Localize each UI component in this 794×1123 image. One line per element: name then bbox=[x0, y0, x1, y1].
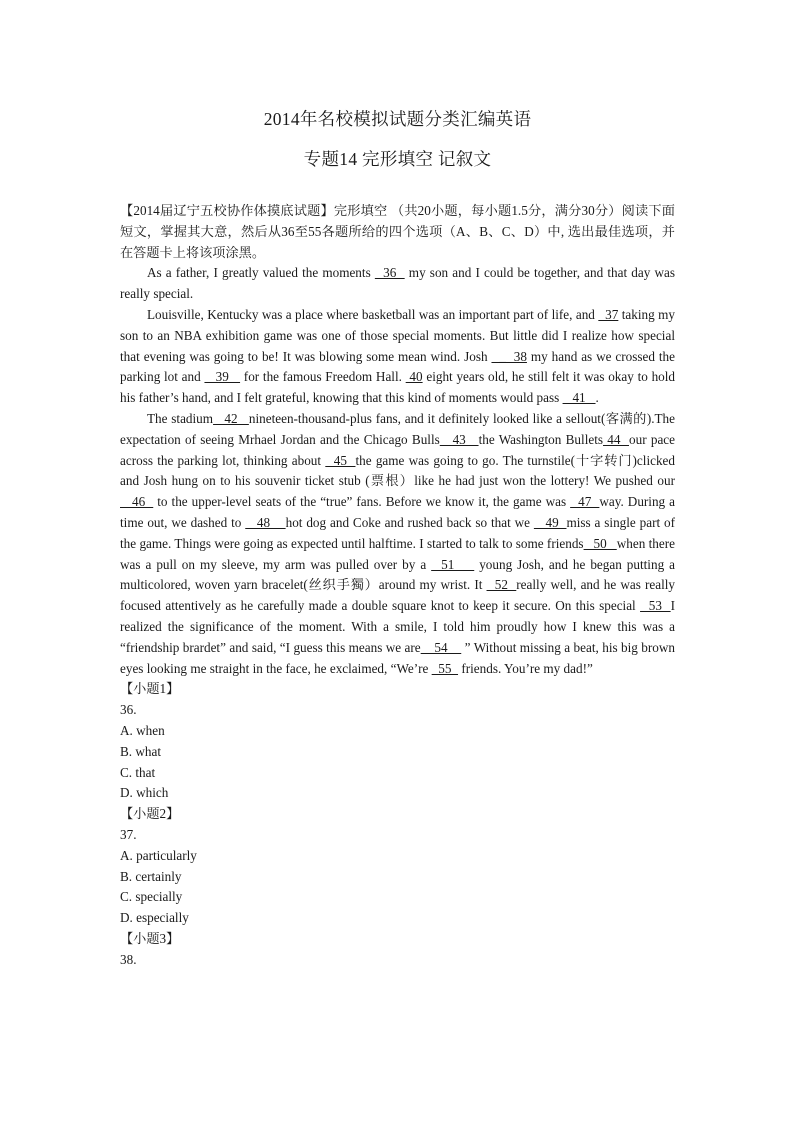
option-b: B. what bbox=[120, 743, 162, 759]
question-label: 【小题2】 bbox=[120, 806, 180, 822]
blank-36: 36 bbox=[374, 265, 405, 281]
option-b: B. certainly bbox=[120, 868, 182, 884]
blank-41: 41 bbox=[562, 390, 596, 406]
option-d: D. which bbox=[120, 785, 169, 801]
text-run: when there was a pull on my sleeve, my arm was pulled over by a bbox=[120, 535, 676, 572]
text-run: Louisville, Kentucky was a place where basketball was an important part of life, and bbox=[147, 306, 599, 322]
text-run: my hand as we crossed the parking lot and bbox=[120, 348, 675, 385]
option-c: C. specially bbox=[120, 889, 183, 905]
blank-45: 45 bbox=[325, 452, 356, 468]
text-run: taking my son to an NBA exhibition game was one of those special moments. But little did I realize how special that evening was going to be! It was blowing some mean wind. Josh bbox=[120, 306, 675, 364]
instructions: 【2014届辽宁五校协作体摸底试题】完形填空 （共20小题，每小题1.5分，满分30分）阅读下面短文，掌握其大意，然后从36至55各题所给的四个选项（A、B、C、D）中, 选出最佳选项，并在答题卡上将该项涂黑。 bbox=[120, 203, 675, 260]
blank-54: 54 bbox=[420, 639, 462, 655]
text-run: my son and I could be together, and that day was really special. bbox=[120, 265, 675, 302]
text-run: As a father, I greatly valued the moments bbox=[147, 265, 375, 281]
blank-39: 39 bbox=[204, 369, 241, 385]
blank-38: _ 38 bbox=[491, 348, 527, 364]
blank-49: 49 bbox=[533, 514, 567, 530]
text-run: the game was going to go. The turnstile(十字转门)clicked and Josh hung on to his souvenir ticket stub (票根）like he had just won the lottery! We pushed our bbox=[120, 452, 675, 489]
text-run: way. During a time out, we dashed to bbox=[120, 494, 676, 530]
text-run: miss a single part of the game. Things were going as expected until halftime. I started to talk to some friends bbox=[120, 514, 676, 551]
question-number: 36. bbox=[120, 702, 137, 718]
passage-paragraph-2 bbox=[120, 305, 675, 409]
text-run: . bbox=[595, 390, 599, 406]
blank-51: 51 bbox=[431, 556, 475, 572]
text-run: really well, and he was really focused attentively as he carefully made a double square knot to keep it secure. On this special bbox=[120, 577, 676, 614]
option-a: A. when bbox=[120, 722, 165, 738]
blank-47: 47 bbox=[570, 494, 600, 510]
text-run: hot dog and Coke and rushed back so that we bbox=[285, 514, 534, 530]
blank-48: 48 bbox=[245, 514, 286, 530]
page-title: 2014年名校模拟试题分类汇编英语 bbox=[263, 109, 532, 129]
question-label: 【小题3】 bbox=[120, 930, 180, 946]
text-run: nineteen-thousand-plus fans, and it definitely looked like a sellout(客满的).The expectation of seeing Mrhael Jordan and the Chicago Bulls bbox=[120, 410, 676, 447]
blank-55: 55 bbox=[431, 660, 459, 676]
question-list bbox=[120, 679, 675, 970]
text-run: to the upper-level seats of the “true” fans. Before we know it, the game was bbox=[153, 494, 571, 510]
text-run: friends. You’re my dad!” bbox=[458, 660, 593, 676]
text-run: eight years old, he still felt it was okay to hold his father’s hand, and I felt grateful, knowing that this kind of moments would pass bbox=[120, 369, 676, 406]
text-run: the Washington Bullets bbox=[478, 431, 604, 447]
text-run: ” Without missing a beat, his big brown eyes looking me straight in the face, he exclaimed, “We’re bbox=[120, 639, 675, 676]
option-d: D. especially bbox=[120, 910, 189, 926]
passage-paragraph-3 bbox=[120, 409, 675, 679]
passage-paragraph-1 bbox=[120, 263, 675, 305]
text-run: our pace across the parking lot, thinking about bbox=[120, 431, 675, 468]
blank-40: 40 bbox=[405, 369, 423, 385]
blank-43: 43 bbox=[439, 431, 479, 447]
blank-42: 42 bbox=[213, 410, 249, 426]
document-body bbox=[120, 201, 675, 970]
text-run: The stadium bbox=[147, 410, 214, 426]
question-number: 37. bbox=[120, 826, 137, 842]
text-run: for the famous Freedom Hall. bbox=[240, 369, 406, 385]
page-subtitle: 专题14 完形填空 记叙文 bbox=[303, 149, 492, 169]
option-a: A. particularly bbox=[120, 847, 197, 863]
text-run: I realized the significance of the moment. With a smile, I told him proudly how I knew this was a “friendship brardet” and said, “I guess this means we are bbox=[120, 598, 675, 655]
blank-53: 53 bbox=[640, 598, 671, 614]
blank-50: 50 bbox=[583, 535, 617, 551]
option-c: C. that bbox=[120, 764, 156, 780]
text-run: young Josh, and he began putting a multicolored, woven yarn bracelet(丝织手獨）around my wrist. It bbox=[120, 556, 675, 593]
blank-46: 46 bbox=[120, 494, 154, 510]
question-label: 【小题1】 bbox=[120, 681, 180, 697]
blank-44: 44 bbox=[603, 431, 629, 447]
blank-37: 37 bbox=[598, 306, 619, 322]
question-number: 38. bbox=[120, 951, 137, 967]
blank-52: 52 bbox=[486, 577, 517, 593]
